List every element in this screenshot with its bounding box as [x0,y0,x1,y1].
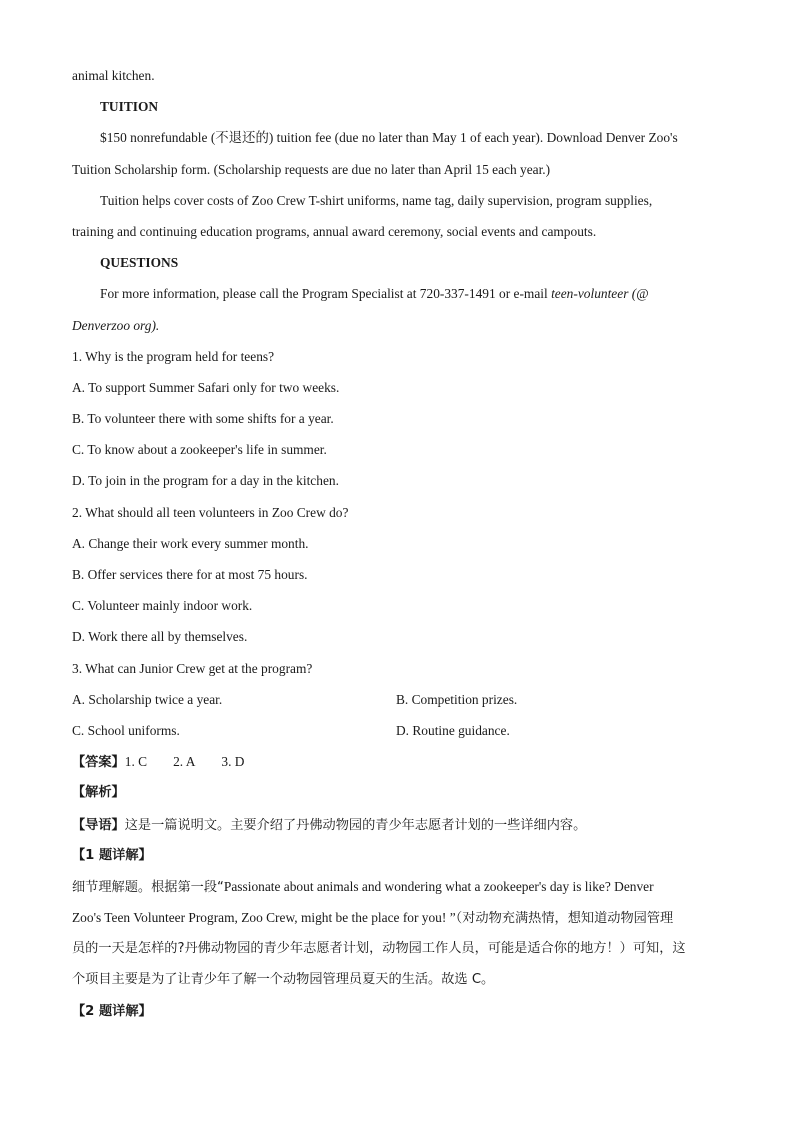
guide-text: 这是一篇说明文。主要介绍了丹佛动物园的青少年志愿者计划的一些详细内容。 [124,817,587,833]
contact-email: teen-volunteer (@ [551,286,649,302]
contact-email-continued: Denverzoo org). [72,317,160,333]
question-option: A. Change their work every summer month. [72,535,309,551]
q1-detail-cn: 细节理解题。根据第一段“ [72,879,224,895]
tuition-line: Tuition Scholarship form. (Scholarship requests are due no later than April 15 each year.) [72,161,551,177]
q1-detail-en: Passionate about animals and wondering what a zookeeper's day is like? Denver [223,878,654,894]
guide-label: 【导语】 [72,817,125,833]
q1-detail-line [72,904,722,935]
answer-1: 1. C [124,754,148,770]
question-option: D. Work there all by themselves. [72,629,248,645]
contact-text: For more information, please call the Program Specialist at 720-337-1491 or e-mail [100,286,552,302]
answer-line [72,748,722,779]
q1-detail-line: 员的一天是怎样的?丹佛动物园的青少年志愿者计划，动物园工作人员，可能是适合你的地方！）可知，这 [72,941,686,957]
tuition-line: training and continuing education programs, annual award ceremony, social events and campouts. [72,223,597,239]
question-option: A. To support Summer Safari only for two weeks. [72,379,340,395]
question-option-row [72,717,722,748]
tuition-heading: TUITION [100,99,159,115]
answer-label: 【答案】 [72,755,125,771]
q2-detail-label: 【2 题详解】 [72,1003,152,1019]
analysis-label: 【解析】 [72,785,125,801]
question-option: B. Offer services there for at most 75 hours. [72,567,308,582]
tuition-line: $150 nonrefundable (不退还的) tuition fee (due no later than May 1 of each year). Download Denver Zoo's [100,130,678,146]
question-option: C. Volunteer mainly indoor work. [72,598,253,614]
question-stem: 1. Why is the program held for teens? [72,348,275,364]
question-stem: 3. What can Junior Crew get at the program? [72,660,313,676]
question-option: B. To volunteer there with some shifts for a year. [72,411,334,427]
passage-line: animal kitchen. [72,68,155,83]
tuition-line: Tuition helps cover costs of Zoo Crew T-shirt uniforms, name tag, daily supervision, program supplies, [100,192,653,208]
questions-heading: QUESTIONS [100,255,179,271]
answer-2: 2. A [173,754,196,770]
question-option-row [72,686,722,717]
q1-detail-label: 【1 题详解】 [72,847,152,863]
document-page [72,62,722,1029]
question-option: C. School uniforms. [72,722,180,738]
q1-detail-cn: （对动物充满热情，想知道动物园管理 [455,911,674,927]
question-stem: 2. What should all teen volunteers in Zoo Crew do? [72,504,349,520]
question-option: B. Competition prizes. [396,691,518,707]
q1-detail-line: 个项目主要是为了让青少年了解一个动物园管理员夏天的生活。故选 C。 [72,972,495,988]
q1-detail-line [72,873,722,904]
question-option: C. To know about a zookeeper's life in summer. [72,442,327,458]
question-option: A. Scholarship twice a year. [72,691,223,707]
questions-contact-line [72,280,722,311]
question-option: D. Routine guidance. [396,722,510,738]
question-option: D. To join in the program for a day in the kitchen. [72,473,339,489]
answer-3: 3. D [221,754,245,770]
q1-detail-en: Zoo's Teen Volunteer Program, Zoo Crew, might be the place for you! ” [72,910,456,926]
guide-line [72,811,722,842]
